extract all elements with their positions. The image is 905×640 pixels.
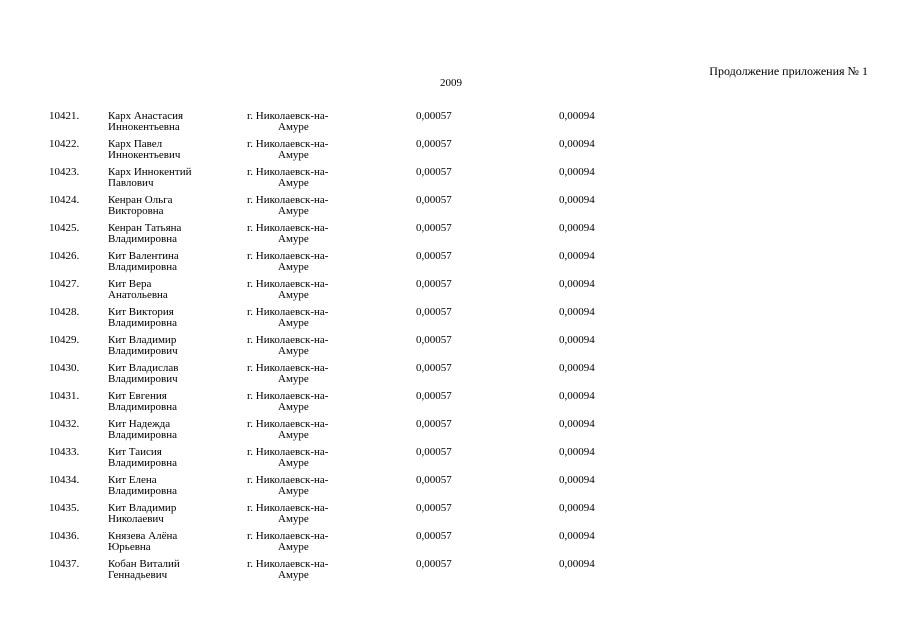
record-number: 10432. [49, 418, 80, 430]
city-line1: г. Николаевск-на- [247, 558, 329, 570]
share-value-2: 0,00094 [559, 306, 595, 318]
share-value-2: 0,00094 [559, 222, 595, 234]
share-value-1: 0,00057 [416, 166, 452, 178]
share-value-1: 0,00057 [416, 194, 452, 206]
city-line1: г. Николаевск-на- [247, 474, 329, 486]
record-table [0, 111, 905, 587]
share-value-1: 0,00057 [416, 418, 452, 430]
table-row [0, 531, 905, 559]
share-value-2: 0,00094 [559, 446, 595, 458]
person-name-line1: Кит Владимир [108, 334, 177, 346]
city-line1: г. Николаевск-на- [247, 278, 329, 290]
record-number: 10437. [49, 558, 80, 570]
city-cell [247, 139, 328, 160]
person-name [108, 419, 177, 440]
city-cell [247, 363, 328, 384]
city-line2: Амуре [278, 148, 309, 161]
share-value-1: 0,00057 [416, 502, 452, 514]
share-value-1: 0,00057 [416, 110, 452, 122]
person-name-line1: Кит Владимир [108, 502, 177, 514]
share-value-2: 0,00094 [559, 530, 595, 542]
person-name-line1: Кит Надежда [108, 418, 171, 430]
city-line2: Амуре [278, 232, 309, 245]
record-number: 10421. [49, 110, 80, 122]
person-name [108, 111, 183, 132]
person-name-line2: Викторовна [108, 204, 164, 217]
person-name-line1: Князева Алёна [108, 530, 178, 542]
share-value-1: 0,00057 [416, 558, 452, 570]
city-line1: г. Николаевск-на- [247, 166, 329, 178]
person-name [108, 139, 180, 160]
person-name-line2: Владимировна [108, 456, 178, 469]
share-value-1: 0,00057 [416, 250, 452, 262]
record-number: 10424. [49, 194, 80, 206]
share-value-2: 0,00094 [559, 334, 595, 346]
person-name [108, 251, 179, 272]
city-line1: г. Николаевск-на- [247, 222, 329, 234]
city-line1: г. Николаевск-на- [247, 194, 329, 206]
city-line1: г. Николаевск-на- [247, 390, 329, 402]
person-name-line2: Иннокентьевна [108, 120, 180, 133]
person-name-line1: Кит Владислав [108, 362, 179, 374]
person-name-line1: Кит Елена [108, 474, 157, 486]
city-cell [247, 335, 328, 356]
city-line1: г. Николаевск-на- [247, 418, 329, 430]
table-row [0, 307, 905, 335]
person-name-line2: Владимировна [108, 260, 178, 273]
person-name [108, 223, 181, 244]
person-name [108, 503, 176, 524]
person-name-line2: Иннокентьевич [108, 148, 181, 161]
table-row [0, 419, 905, 447]
city-line2: Амуре [278, 484, 309, 497]
person-name [108, 447, 177, 468]
person-name-line2: Владимирович [108, 344, 178, 357]
city-cell [247, 391, 328, 412]
share-value-1: 0,00057 [416, 530, 452, 542]
person-name-line1: Карх Анастасия [108, 110, 184, 122]
page-number: 2009 [440, 77, 462, 89]
person-name [108, 195, 173, 216]
city-line2: Амуре [278, 288, 309, 301]
person-name-line2: Юрьевна [108, 540, 151, 553]
record-number: 10426. [49, 250, 80, 262]
record-number: 10429. [49, 334, 80, 346]
city-line2: Амуре [278, 204, 309, 217]
city-line2: Амуре [278, 568, 309, 581]
record-number: 10431. [49, 390, 80, 402]
city-cell [247, 419, 328, 440]
share-value-1: 0,00057 [416, 474, 452, 486]
table-row [0, 335, 905, 363]
person-name-line2: Геннадьевич [108, 568, 168, 581]
table-row [0, 195, 905, 223]
table-row [0, 391, 905, 419]
person-name-line1: Кит Валентина [108, 250, 179, 262]
table-row [0, 139, 905, 167]
city-cell [247, 503, 328, 524]
city-line1: г. Николаевск-на- [247, 530, 329, 542]
person-name-line1: Кит Виктория [108, 306, 174, 318]
city-line1: г. Николаевск-на- [247, 306, 329, 318]
table-row [0, 447, 905, 475]
person-name [108, 559, 180, 580]
table-row [0, 279, 905, 307]
city-cell [247, 279, 328, 300]
share-value-1: 0,00057 [416, 138, 452, 150]
share-value-1: 0,00057 [416, 390, 452, 402]
person-name-line1: Кит Евгения [108, 390, 167, 402]
table-row [0, 559, 905, 587]
share-value-2: 0,00094 [559, 362, 595, 374]
table-row [0, 223, 905, 251]
record-number: 10433. [49, 446, 80, 458]
record-number: 10434. [49, 474, 80, 486]
record-number: 10435. [49, 502, 80, 514]
record-number: 10425. [49, 222, 80, 234]
city-line1: г. Николаевск-на- [247, 250, 329, 262]
share-value-2: 0,00094 [559, 502, 595, 514]
person-name-line1: Кит Вера [108, 278, 152, 290]
person-name-line1: Кенран Татьяна [108, 222, 182, 234]
person-name-line2: Владимировна [108, 232, 178, 245]
city-line2: Амуре [278, 344, 309, 357]
city-cell [247, 475, 328, 496]
table-row [0, 363, 905, 391]
share-value-2: 0,00094 [559, 250, 595, 262]
share-value-2: 0,00094 [559, 418, 595, 430]
person-name-line2: Павлович [108, 176, 154, 189]
person-name-line2: Владимировна [108, 428, 178, 441]
person-name-line1: Кенран Ольга [108, 194, 173, 206]
city-cell [247, 531, 328, 552]
city-line2: Амуре [278, 176, 309, 189]
appendix-note: Продолжение приложения № 1 [709, 64, 868, 78]
city-line2: Амуре [278, 428, 309, 441]
city-line1: г. Николаевск-на- [247, 502, 329, 514]
share-value-2: 0,00094 [559, 110, 595, 122]
record-number: 10436. [49, 530, 80, 542]
share-value-1: 0,00057 [416, 446, 452, 458]
record-number: 10427. [49, 278, 80, 290]
city-line1: г. Николаевск-на- [247, 446, 329, 458]
city-line2: Амуре [278, 512, 309, 525]
person-name-line1: Кобан Виталий [108, 558, 180, 570]
city-line1: г. Николаевск-на- [247, 110, 329, 122]
person-name [108, 363, 178, 384]
person-name [108, 475, 177, 496]
table-row [0, 475, 905, 503]
person-name-line2: Владимировна [108, 484, 178, 497]
city-line2: Амуре [278, 260, 309, 273]
city-cell [247, 223, 328, 244]
city-line2: Амуре [278, 540, 309, 553]
share-value-2: 0,00094 [559, 194, 595, 206]
share-value-1: 0,00057 [416, 278, 452, 290]
person-name [108, 391, 177, 412]
person-name [108, 335, 178, 356]
city-line2: Амуре [278, 316, 309, 329]
share-value-1: 0,00057 [416, 222, 452, 234]
city-cell [247, 195, 328, 216]
city-line1: г. Николаевск-на- [247, 362, 329, 374]
person-name-line1: Карх Иннокентий [108, 166, 192, 178]
person-name [108, 307, 177, 328]
city-line1: г. Николаевск-на- [247, 334, 329, 346]
person-name-line2: Анатольевна [108, 288, 168, 301]
share-value-1: 0,00057 [416, 362, 452, 374]
table-row [0, 251, 905, 279]
city-cell [247, 307, 328, 328]
person-name-line1: Карх Павел [108, 138, 163, 150]
person-name-line2: Владимирович [108, 372, 178, 385]
table-row [0, 503, 905, 531]
city-cell [247, 167, 328, 188]
share-value-1: 0,00057 [416, 306, 452, 318]
person-name-line1: Кит Таисия [108, 446, 162, 458]
person-name-line2: Николаевич [108, 512, 164, 525]
record-number: 10422. [49, 138, 80, 150]
city-line2: Амуре [278, 120, 309, 133]
record-number: 10428. [49, 306, 80, 318]
city-cell [247, 559, 328, 580]
share-value-2: 0,00094 [559, 278, 595, 290]
person-name [108, 167, 191, 188]
city-line2: Амуре [278, 372, 309, 385]
city-line1: г. Николаевск-на- [247, 138, 329, 150]
city-line2: Амуре [278, 400, 309, 413]
city-cell [247, 111, 328, 132]
share-value-2: 0,00094 [559, 138, 595, 150]
person-name-line2: Владимировна [108, 316, 178, 329]
table-row [0, 111, 905, 139]
person-name-line2: Владимировна [108, 400, 178, 413]
city-cell [247, 251, 328, 272]
share-value-2: 0,00094 [559, 166, 595, 178]
city-cell [247, 447, 328, 468]
table-row [0, 167, 905, 195]
share-value-2: 0,00094 [559, 558, 595, 570]
city-line2: Амуре [278, 456, 309, 469]
person-name [108, 531, 177, 552]
share-value-2: 0,00094 [559, 390, 595, 402]
person-name [108, 279, 168, 300]
share-value-1: 0,00057 [416, 334, 452, 346]
share-value-2: 0,00094 [559, 474, 595, 486]
record-number: 10430. [49, 362, 80, 374]
record-number: 10423. [49, 166, 80, 178]
